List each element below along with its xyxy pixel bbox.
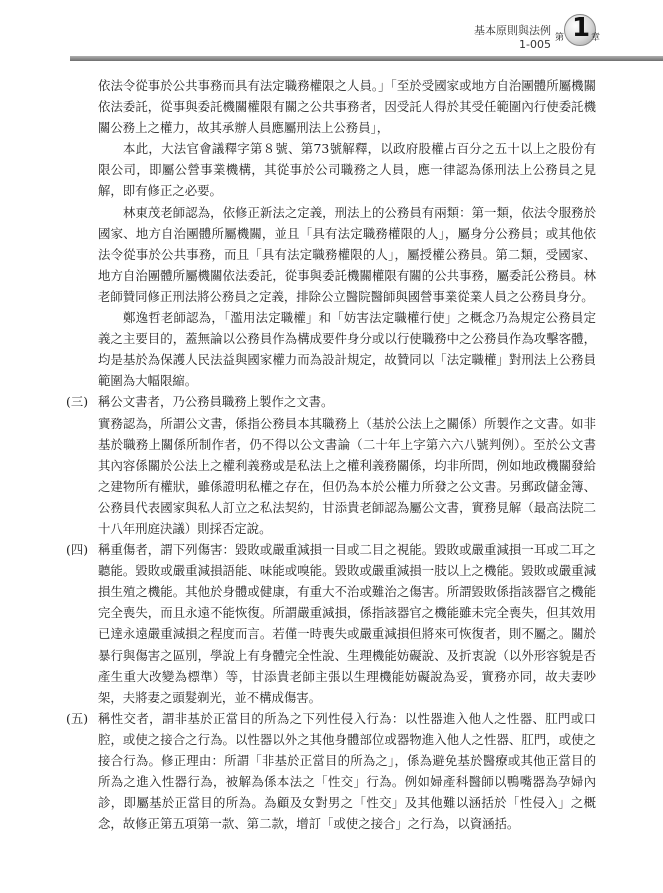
running-header-title: 基本原則與法例 [474,24,551,37]
item-heading: 稱公文書者，乃公務員職務上製作之文書。 [98,394,334,410]
chapter-prefix: 第 [555,33,565,43]
body-paragraph: 本此，大法官會議釋字第８號、第73號解釋，以政府股權占百分之五十以上之股份有限公司，即屬公營事業機構，其從事於公司職務之人員，應一律認為係刑法上公務員之見解，即有修正之必要。 [98,141,596,199]
list-item [66,539,596,708]
page-header [0,0,663,54]
body-paragraph: 依法令從事於公共事務而具有法定職務權限之人員。」「至於受國家或地方自治團體所屬機關依法委託，從事與委託機關權限有關之公共事務者，因受託人得於其受任範圍內行使委託機關公務上之權力，故其承辦人員應屬刑法上公務員」， [98,78,596,136]
item-marker: (五) [66,710,89,726]
list-item [66,708,596,835]
chapter-badge [555,14,599,52]
item-marker: (三) [66,394,89,410]
chapter-suffix: 章 [591,33,601,43]
item-text: 稱重傷者，謂下列傷害：毀敗或嚴重減損一目或二目之視能。毀敗或嚴重減損一耳或二耳之聽能。毀敗或嚴重減損語能、味能或嗅能。毀敗或嚴重減損一肢以上之機能。毀敗或嚴重減損生殖之機能。其他於身體或健康，有重大不治或難治之傷害。所謂毀敗係指該器官之機能完全喪失，而且永遠不能恢復。所謂嚴重減損，係指該器官之機能雖未完全喪失，但其效用已達永遠嚴重減損之程度而言。若僅一時喪失或嚴重減損但將來可恢復者，則不屬之。關於暴行與傷害之區別，學說上有身體完全性說、生理機能妨礙說、及折衷說（以外形容貌是否產生重大改變為標準）等，甘添貴老師主張以生理機能妨礙說為妥，實務亦同，故夫妻吵架，夫將妻之頭髮剃光，並不構成傷害。 [98,542,596,705]
list-item [66,391,596,539]
item-text: 稱性交者，謂非基於正當目的所為之下列性侵入行為：以性器進入他人之性器、肛門或口腔，或使之接合之行為。以性器以外之其他身體部位或器物進入他人之性器、肛門，或使之接合行為。修正理由：所謂「非基於正當目的所為之」，係為避免基於醫療或其他正當目的所為之進入性器行為，被解為係本法之「性交」行為。例如婦產科醫師以鴨嘴器為孕婦內診，即屬基於正當目的所為。為顧及女對男之「性交」及其他難以涵括於「性侵入」之概念，故修正第五項第一款、第二款，增訂「或使之接合」之行為，以資涵括。 [98,710,596,832]
page-number: 1-005 [519,38,551,51]
item-body [98,708,596,835]
chapter-number: 1 [572,13,591,43]
page-body [66,75,596,834]
body-paragraph: 林東茂老師認為，依修正新法之定義，刑法上的公務員有兩類：第一類，依法令服務於國家、地方自治團體所屬機關，並且「具有法定職務權限的人」，屬身分公務員；或其他依法令從事於公共事務，而且「具有法定職務權限的人」，屬授權公務員。第二類，受國家、地方自治團體所屬機關依法委託，從事與委託機關權限有關的公共事務，屬委託公務員。林老師贊同修正刑法將公務員之定義，排除公立醫院醫師與國營事業從業人員之公務員身分。 [98,204,596,304]
header-rule [70,56,663,61]
item-text: 實務認為，所謂公文書，係指公務員本其職務上（基於公法上之關係）所製作之文書。如非基於職務上關係所制作者，仍不得以公文書論（二十年上字第六六八號判例）。至於公文書其內容係關於公法上之權利義務或是私法上之權利義務關係，均非所問，例如地政機關發給之建物所有權狀，雖係證明私權之存在，但仍為本於公權力所發之公文書。另郵政儲金簿、公務員代表國家與私人訂立之私法契約，甘添貴老師認為屬公文書，實務見解（最高法院二十八年刑庭決議）則採否定說。 [98,415,596,536]
item-body [98,391,596,539]
item-marker: (四) [66,542,89,558]
body-paragraph: 鄭逸哲老師認為，「濫用法定職權」和「妨害法定職權行使」之概念乃為規定公務員定義之主要目的，蓋無論以公務員作為構成要件身分或以行使職務中之公務員作為攻擊客體，均是基於為保護人民法益與國家權力而為設計規定，故贊同以「法定職權」對刑法上公務員範圍為大幅限縮。 [98,310,596,389]
item-body [98,539,596,708]
